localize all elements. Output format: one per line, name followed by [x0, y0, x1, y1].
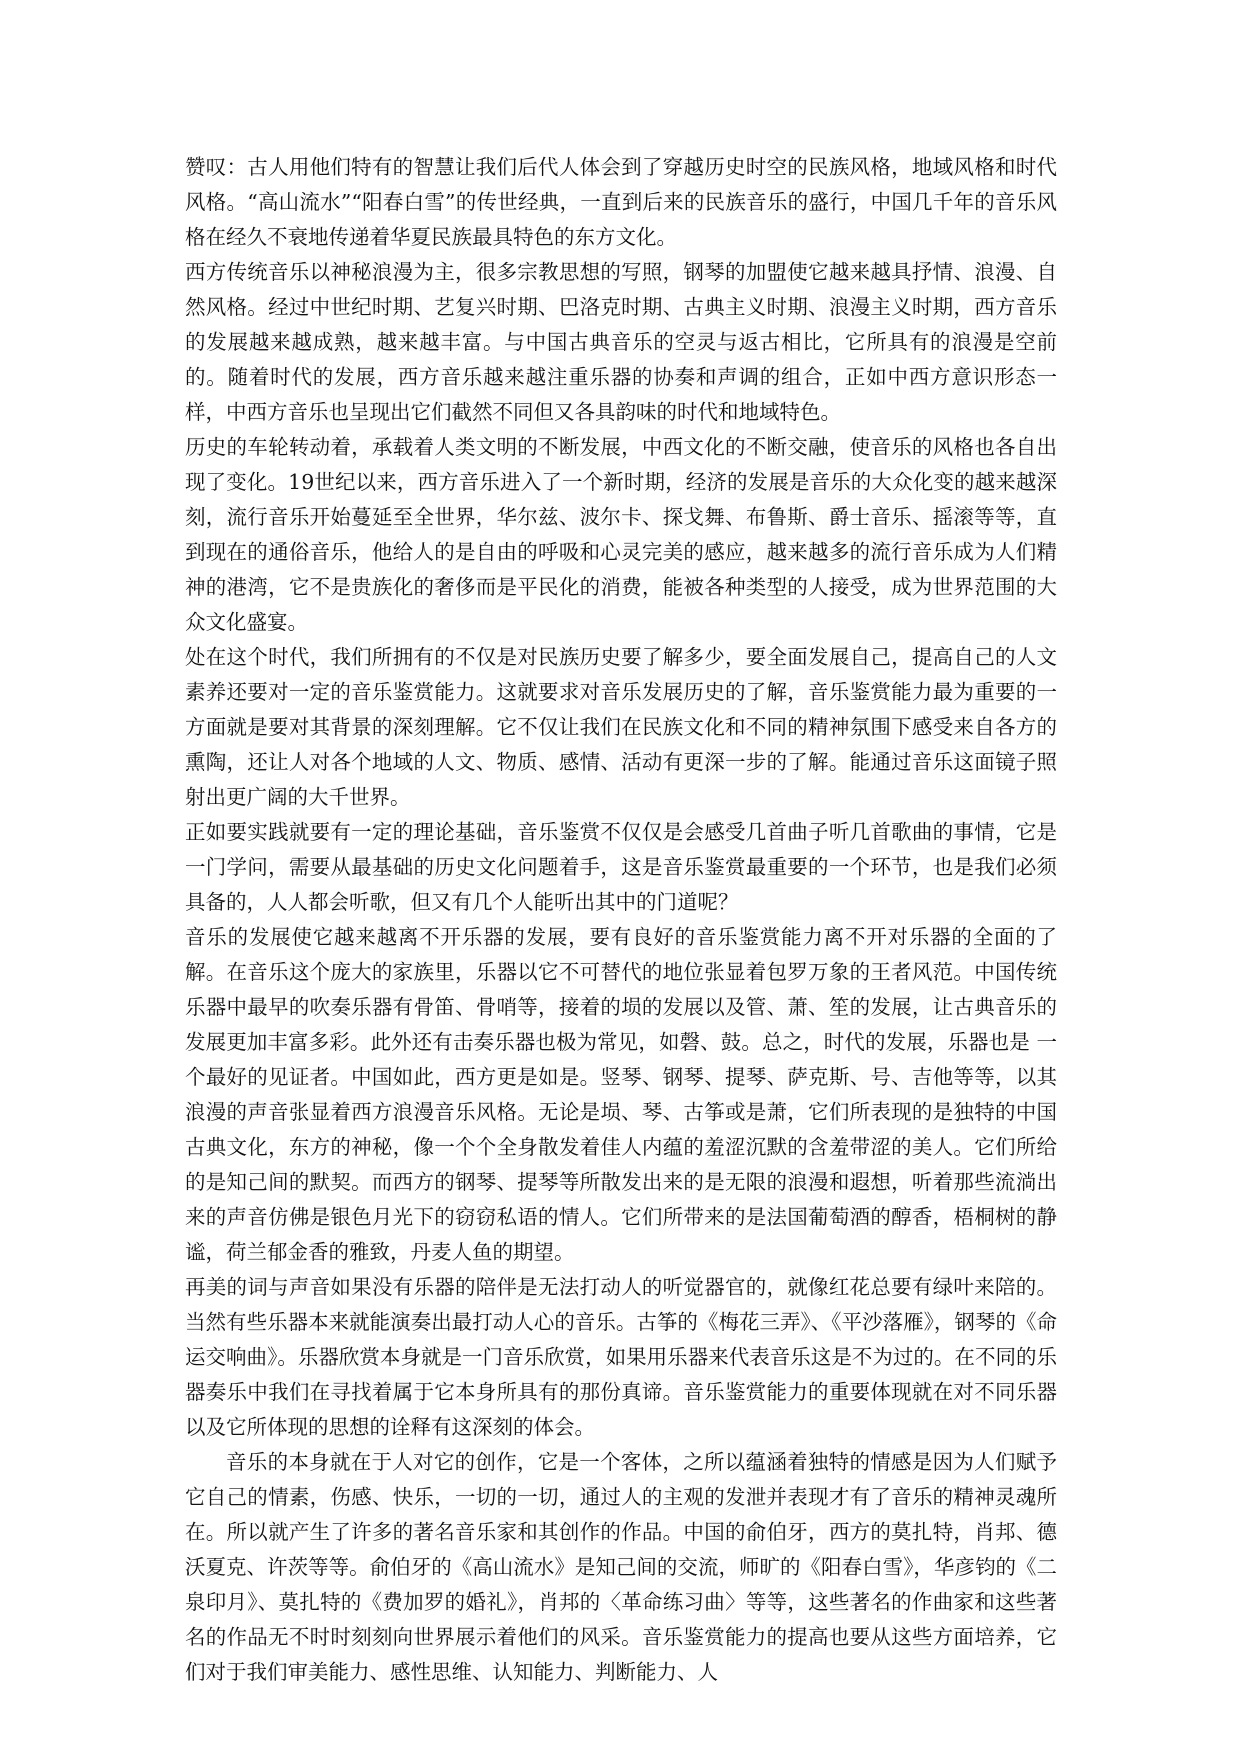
- paragraph-6: 音乐的发展使它越来越离不开乐器的发展，要有良好的音乐鉴赏能力离不开对乐器的全面的了解。在音乐这个庞大的家族里，乐器以它不可替代的地位张显着包罗万象的王者风范。中国传统乐器中最早的吹奏乐器有骨笛、骨哨等，接着的埙的发展以及管、萧、笙的发展，让古典音乐的发展更加丰富多彩。此外还有击奏乐器也极为常见，如磬、鼓。总之，时代的发展，乐器也是 一个最好的见证者。中国如此，西方更是如是。竖琴、钢琴、提琴、萨克斯、号、吉他等等，以其浪漫的声音张显着西方浪漫音乐风格。无论是埙、琴、古筝或是萧，它们所表现的是独特的中国古典文化，东方的神秘，像一个个全身散发着佳人内蕴的羞涩沉默的含羞带涩的美人。它们所给的是知己间的默契。而西方的钢琴、提琴等所散发出来的是无限的浪漫和遐想，听着那些流淌出来的声音仿佛是银色月光下的窃窃私语的情人。它们所带来的是法国葡萄酒的醇香，梧桐树的静谧，荷兰郁金香的雅致，丹麦人鱼的期望。: [185, 925, 1057, 1264]
- paragraph-8: 音乐的本身就在于人对它的创作，它是一个客体，之所以蕴涵着独特的情感是因为人们赋予它自己的情素，伤感、快乐，一切的一切，通过人的主观的发泄并表现才有了音乐的精神灵魂所在。所以就产生了许多的著名音乐家和其创作的作品。中国的俞伯牙，西方的莫扎特，肖邦、德沃夏克、许茨等等。俞伯牙的《高山流水》是知己间的交流，师旷的《阳春白雪》，华彦钧的《二泉印月》、莫扎特的《费加罗的婚礼》，肖邦的〈革命练习曲〉等等，这些著名的作曲家和这些著名的作品无不时时刻刻向世界展示着他们的风采。音乐鉴赏能力的提高也要从这些方面培养，它们对于我们审美能力、感性思维、认知能力、判断能力、人: [185, 1450, 1057, 1684]
- body-text: [185, 150, 1057, 1690]
- paragraph-2: 西方传统音乐以神秘浪漫为主，很多宗教思想的写照，钢琴的加盟使它越来越具抒情、浪漫、自然风格。经过中世纪时期、艺复兴时期、巴洛克时期、古典主义时期、浪漫主义时期，西方音乐的发展越来越成熟，越来越丰富。与中国古典音乐的空灵与返古相比，它所具有的浪漫是空前的。随着时代的发展，西方音乐越来越注重乐器的协奏和声调的组合，正如中西方意识形态一样，中西方音乐也呈现出它们截然不同但又各具韵味的时代和地域特色。: [185, 260, 1057, 424]
- paragraph-4: 处在这个时代，我们所拥有的不仅是对民族历史要了解多少，要全面发展自己，提高自己的人文素养还要对一定的音乐鉴赏能力。这就要求对音乐发展历史的了解，音乐鉴赏能力最为重要的一方面就是要对其背景的深刻理解。它不仅让我们在民族文化和不同的精神氛围下感受来自各方的熏陶，还让人对各个地域的人文、物质、感情、活动有更深一步的了解。能通过音乐这面镜子照射出更广阔的大千世界。: [185, 645, 1057, 809]
- paragraph-3: 历史的车轮转动着，承载着人类文明的不断发展，中西文化的不断交融，使音乐的风格也各自出现了变化。19世纪以来，西方音乐进入了一个新时期，经济的发展是音乐的大众化变的越来越深刻，流行音乐开始蔓延至全世界，华尔兹、波尔卡、探戈舞、布鲁斯、爵士音乐、摇滚等等，直到现在的通俗音乐，他给人的是自由的呼吸和心灵完美的感应，越来越多的流行音乐成为人们精神的港湾，它不是贵族化的奢侈而是平民化的消费，能被各种类型的人接受，成为世界范围的大众文化盛宴。: [185, 435, 1057, 634]
- paragraph-7: 再美的词与声音如果没有乐器的陪伴是无法打动人的听觉器官的，就像红花总要有绿叶来陪的。当然有些乐器本来就能演奏出最打动人心的音乐。古筝的《梅花三弄》、《平沙落雁》，钢琴的《命运交响曲》。乐器欣赏本身就是一门音乐欣赏，如果用乐器来代表音乐这是不为过的。在不同的乐器奏乐中我们在寻找着属于它本身所具有的那份真谛。音乐鉴赏能力的重要体现就在对不同乐器以及它所体现的思想的诠释有这深刻的体会。: [185, 1275, 1057, 1439]
- paragraph-5: 正如要实践就要有一定的理论基础，音乐鉴赏不仅仅是会感受几首曲子听几首歌曲的事情，它是一门学问，需要从最基础的历史文化问题着手，这是音乐鉴赏最重要的一个环节，也是我们必须具备的，人人都会听歌，但又有几个人能听出其中的门道呢？: [185, 820, 1057, 914]
- paragraph-1: 赞叹：古人用他们特有的智慧让我们后代人体会到了穿越历史时空的民族风格，地域风格和时代风格。“高山流水”“阳春白雪”的传世经典，一直到后来的民族音乐的盛行，中国几千年的音乐风格在经久不衰地传递着华夏民族最具特色的东方文化。: [185, 155, 1057, 249]
